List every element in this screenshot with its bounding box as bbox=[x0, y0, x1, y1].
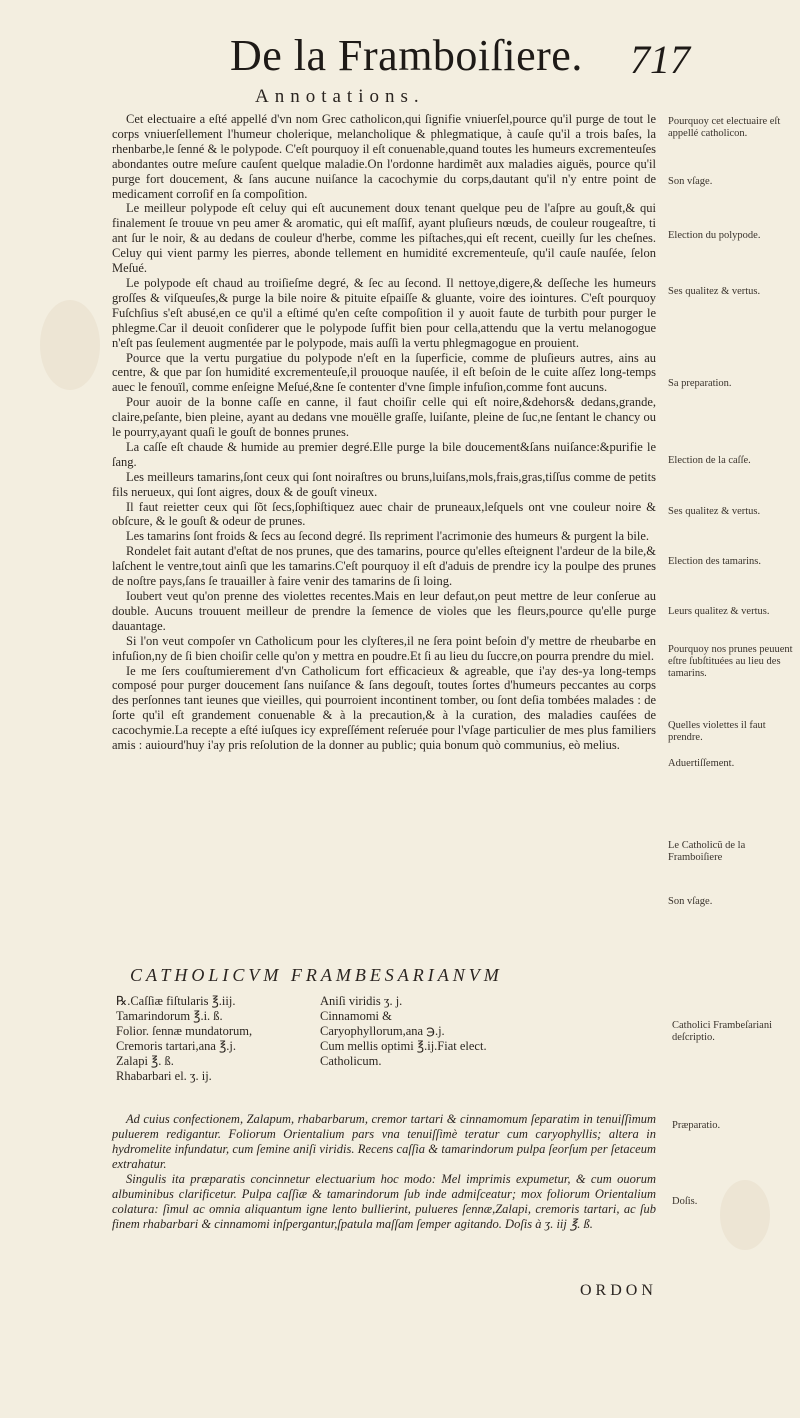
paragraph: Le polypode eſt chaud au troiſieſme degré, & ſec au ſecond. Il nettoye,digere,& deſſeche les humeurs groſſes & viſqueuſes,& purge la bile noire & pituite eſpaiſſe & gluante, voire des iointures. C'eſt pourquoy Fuſchſius s'eſt abusé,en ce qu'il a eſtimé qu'en ceſte compoſition il y auoit faute de turbith pour purger le phlegme.Car il deuoit conſiderer que le polypode ſuffit bien pour cella,attendu que la vertu melanogogue n'eſt pas ſeulement augmentée par le polypode, mais auſſi la vertu phlegmagogue en prouient. bbox=[112, 275, 656, 350]
paragraph: La caſſe eſt chaude & humide au premier degré.Elle purge la bile doucement&ſans nuiſance:&purifie le ſang. bbox=[112, 439, 656, 469]
margin-note: Son vſage. bbox=[668, 176, 713, 187]
paragraph: Rondelet fait autant d'eſtat de nos prunes, que des tamarins, pource qu'elles eſteignent l'ardeur de la bile,& laſchent le ventre,tout ainſi que les tamarins.C'eſt pourquoy il eſt d'aduis de prendre icy la poulpe des prunes de noſtre pays,ſans ſe trauailler à faire venir des tamarins de ſi loing. bbox=[112, 544, 656, 589]
section-heading: Annotations. bbox=[255, 86, 425, 107]
paragraph: Ioubert veut qu'on prenne des violettes recentes.Mais en leur defaut,on peut mettre de leur conſerue au double. Aucuns trouuent meilleur de prendre la ſemence de violes que les fleurs,pource qu'elle purge dauantage. bbox=[112, 589, 656, 633]
preparation-paragraph: Ad cuius confectionem, Zalapum, rhabarbarum, cremor tartari & cinnamomum ſeparatim in tenuiſſimum puluerem redigantur. Foliorum Orientalium pars vna tenuiſſimè teratur cum caryophyllis; altera in hydromelite infundatur, cum ſemine aniſi viridis. Recens caſſia & tamarindorum pulpa ſeorſum per ſetaceum extrahatur. bbox=[112, 1112, 656, 1171]
margin-note: Ses qualitez & vertus. bbox=[668, 506, 761, 517]
catchword: ORDON bbox=[580, 1282, 657, 1299]
ingredient-line: Folior. ſennæ mundatorum, bbox=[116, 1024, 253, 1038]
running-title: De la Framboiſiere. bbox=[230, 31, 583, 80]
margin-note: Election du polypode. bbox=[668, 230, 761, 241]
margin-note: Quelles violettes il faut prendre. bbox=[668, 720, 766, 743]
margin-note: Son vſage. bbox=[668, 896, 713, 907]
margin-note: Pourquoy nos prunes peuuent eſtre ſubſtituées au lieu des tamarins. bbox=[668, 644, 793, 679]
margin-note: Ses qualitez & vertus. bbox=[668, 286, 761, 297]
ingredient-line: Tamarindorum ℥.i. ß. bbox=[116, 1009, 223, 1023]
paper-stain bbox=[40, 300, 100, 390]
ingredient-line: Cremoris tartari,ana ℥.j. bbox=[116, 1039, 237, 1053]
running-head bbox=[230, 30, 710, 90]
ingredient-line: Aniſi viridis ʒ. j. bbox=[320, 994, 403, 1008]
page-number: 717 bbox=[630, 37, 690, 82]
margin-note: Election des tamarins. bbox=[668, 556, 762, 567]
formula-title: CATHOLICVM FRAMBESARIANVM bbox=[130, 965, 503, 985]
margin-note-praeparatio: Præparatio. bbox=[672, 1120, 721, 1131]
paragraph: Pource que la vertu purgatiue du polypode n'eſt en la ſuperficie, comme de pluſieurs autres, ains au centre, & que par ſon humidité excrementeuſe,il prouoque nauſée, il eſt beſoin de le cuite aſſez long-temps auec le fenouïl, comme enſeigne Meſué,&ne ſe contenter d'vne ſimple infuſion,comme font aucuns. bbox=[112, 350, 656, 395]
paragraph: Pour auoir de la bonne caſſe en canne, il faut choiſir celle qui eſt noire,&dehors& dedans,grande, claire,peſante, bien pleine, ayant au dedans vne mouëlle graſſe, luiſante, pleine de ſuc,ne ſentant le chancy ou le pourry,ayant quaſi le gouſt de bonnes prunes. bbox=[112, 395, 656, 440]
margin-note: Pourquoy cet electuaire eſt appellé catholicon. bbox=[668, 116, 781, 139]
paragraph: Les tamarins ſont froids & ſecs au ſecond degré. Ils repriment l'acrimonie des humeurs & purgent la bile. bbox=[126, 529, 650, 544]
paragraph: Les meilleurs tamarins,ſont ceux qui ſont noiraſtres ou bruns,luiſans,mols,frais,gras,tiſſus comme de petits fils nerueux, qui ſont aigres, doux & de gouſt vineux. bbox=[112, 469, 656, 499]
formula-notes bbox=[112, 1112, 656, 1232]
formula-ingredients-left bbox=[116, 994, 252, 1084]
ingredient-line: ℞.Caſſiæ fiſtularis ℥.iij. bbox=[116, 994, 236, 1008]
paragraph: Il faut reietter ceux qui ſõt ſecs,ſophiſtiquez auec chair de pruneaux,leſquels ont vne couleur noire & obſcure, & le gouſt & odeur de prunes. bbox=[112, 499, 656, 529]
margin-note: Leurs qualitez & vertus. bbox=[668, 606, 770, 617]
ingredient-line: Cinnamomi & bbox=[320, 1009, 392, 1023]
ingredient-line: Zalapi ℥. ß. bbox=[116, 1054, 174, 1068]
margin-note: Sa preparation. bbox=[668, 378, 732, 389]
body-text bbox=[112, 112, 656, 753]
margin-note: Le Catholicũ de la Framboiſiere bbox=[668, 840, 746, 863]
paragraph: Ie me ſers couſtumierement d'vn Catholicum fort efficacieux & agreable, que i'ay des-ya long-temps composé pour purger doucement ſans nuiſance & ſans degouſt, toutes ſortes d'humeurs peccantes au corps des perſonnes tant ieunes que vieilles, qui pourroient incontinent tomber, ou ſont deſia tombées malades : de ſorte qu'il eſt grandement conuenable & à la precaution,& à la curation, des maladies cauſées de cacochymie.La recepte a eſté iuſques icy expreſſément reſeruée pour l'vſage particulier de mes plus familiers amis : auiourd'huy i'ay pris reſolution de la donner au public; quia bonum quò communius, eò melius. bbox=[112, 663, 656, 753]
margin-note: Election de la caſſe. bbox=[668, 455, 751, 466]
ingredient-line: Catholicum. bbox=[320, 1054, 382, 1068]
ingredient-line: Caryophyllorum,ana ℈.j. bbox=[320, 1024, 445, 1038]
ingredient-line: Rhabarbari el. ʒ. ij. bbox=[116, 1069, 212, 1083]
margin-note: Aduertiſſement. bbox=[668, 758, 735, 769]
margin-note-dosis: Doſis. bbox=[672, 1196, 698, 1207]
preparation-paragraph: Singulis ita præparatis concinnetur electuarium hoc modo: Mel imprimis expumetur, & cum ouorum albuminibus clarificetur. Pulpa caſſiæ & tamarindorum ſub inde admiſceatur; mox foliorum Orientalium colatura: ſimul ac omnia aliquantum igne lento bullierint, pulueres ſennæ,Zalapi, cremoris tartari, ac ſub finem rhabarbari & cinnamomi inſpergantur,ſpatula maſſam ſemper agitando. Doſis à ʒ. iij ℥. ß. bbox=[112, 1172, 656, 1231]
paragraph: Le meilleur polypode eſt celuy qui eſt aucunement doux tenant quelque peu de l'aſpre au gouſt,& qui finalement ſe trouue vn peu amer & aromatic, qui eſt maſſif, ayant pluſieurs nœuds, de couleur rougeaſtre, ti ant ſur le noir, & au dedans de couleur d'herbe, comme les piſtaches,qui eſt recent, cueilly ſur les cheſnes. Celuy qui vient parmy les pierres, abonde tellement en humidité excrementeuſe, qu'il cauſe nauſée, ſelon Meſué. bbox=[112, 201, 656, 276]
paragraph: Cet electuaire a eſté appellé d'vn nom Grec catholicon,qui ſignifie vniuerſel,pource qu'il purge de tout le corps vniuerſellement l'humeur cholerique, melancholique & phlegmatique, à cauſe qu'il a trois baſes, la rhenbarbe,le ſenné & le polypode. C'eſt pourquoy il eſt conuenable,quand toutes les humeurs excrementeuſes abondantes outre meſure cauſent quelque maladie.On l'ordonne hardimẽt aux maladies aiguës, pource qu'il purge fort doucement, & ſans aucune nuiſance la cacochymie du corps,dautant qu'il n'y entre point de medicament corroſif en ſa compoſition. bbox=[112, 112, 656, 201]
formula-ingredients-right bbox=[320, 994, 487, 1069]
formula-margin-note: Catholici Frambeſariani deſcriptio. bbox=[672, 1020, 773, 1043]
paper-stain bbox=[720, 1180, 770, 1250]
paragraph: Si l'on veut compoſer vn Catholicum pour les clyſteres,il ne ſera point beſoin d'y mettre de rheubarbe en infuſion,ny de ſi bien choiſir celle qu'on y mettra en poudre.Et ſi au lieu du ſuccre,on pourra prendre du miel. bbox=[112, 633, 656, 663]
ingredient-line: Cum mellis optimi ℥.ij.Fiat elect. bbox=[320, 1039, 487, 1053]
